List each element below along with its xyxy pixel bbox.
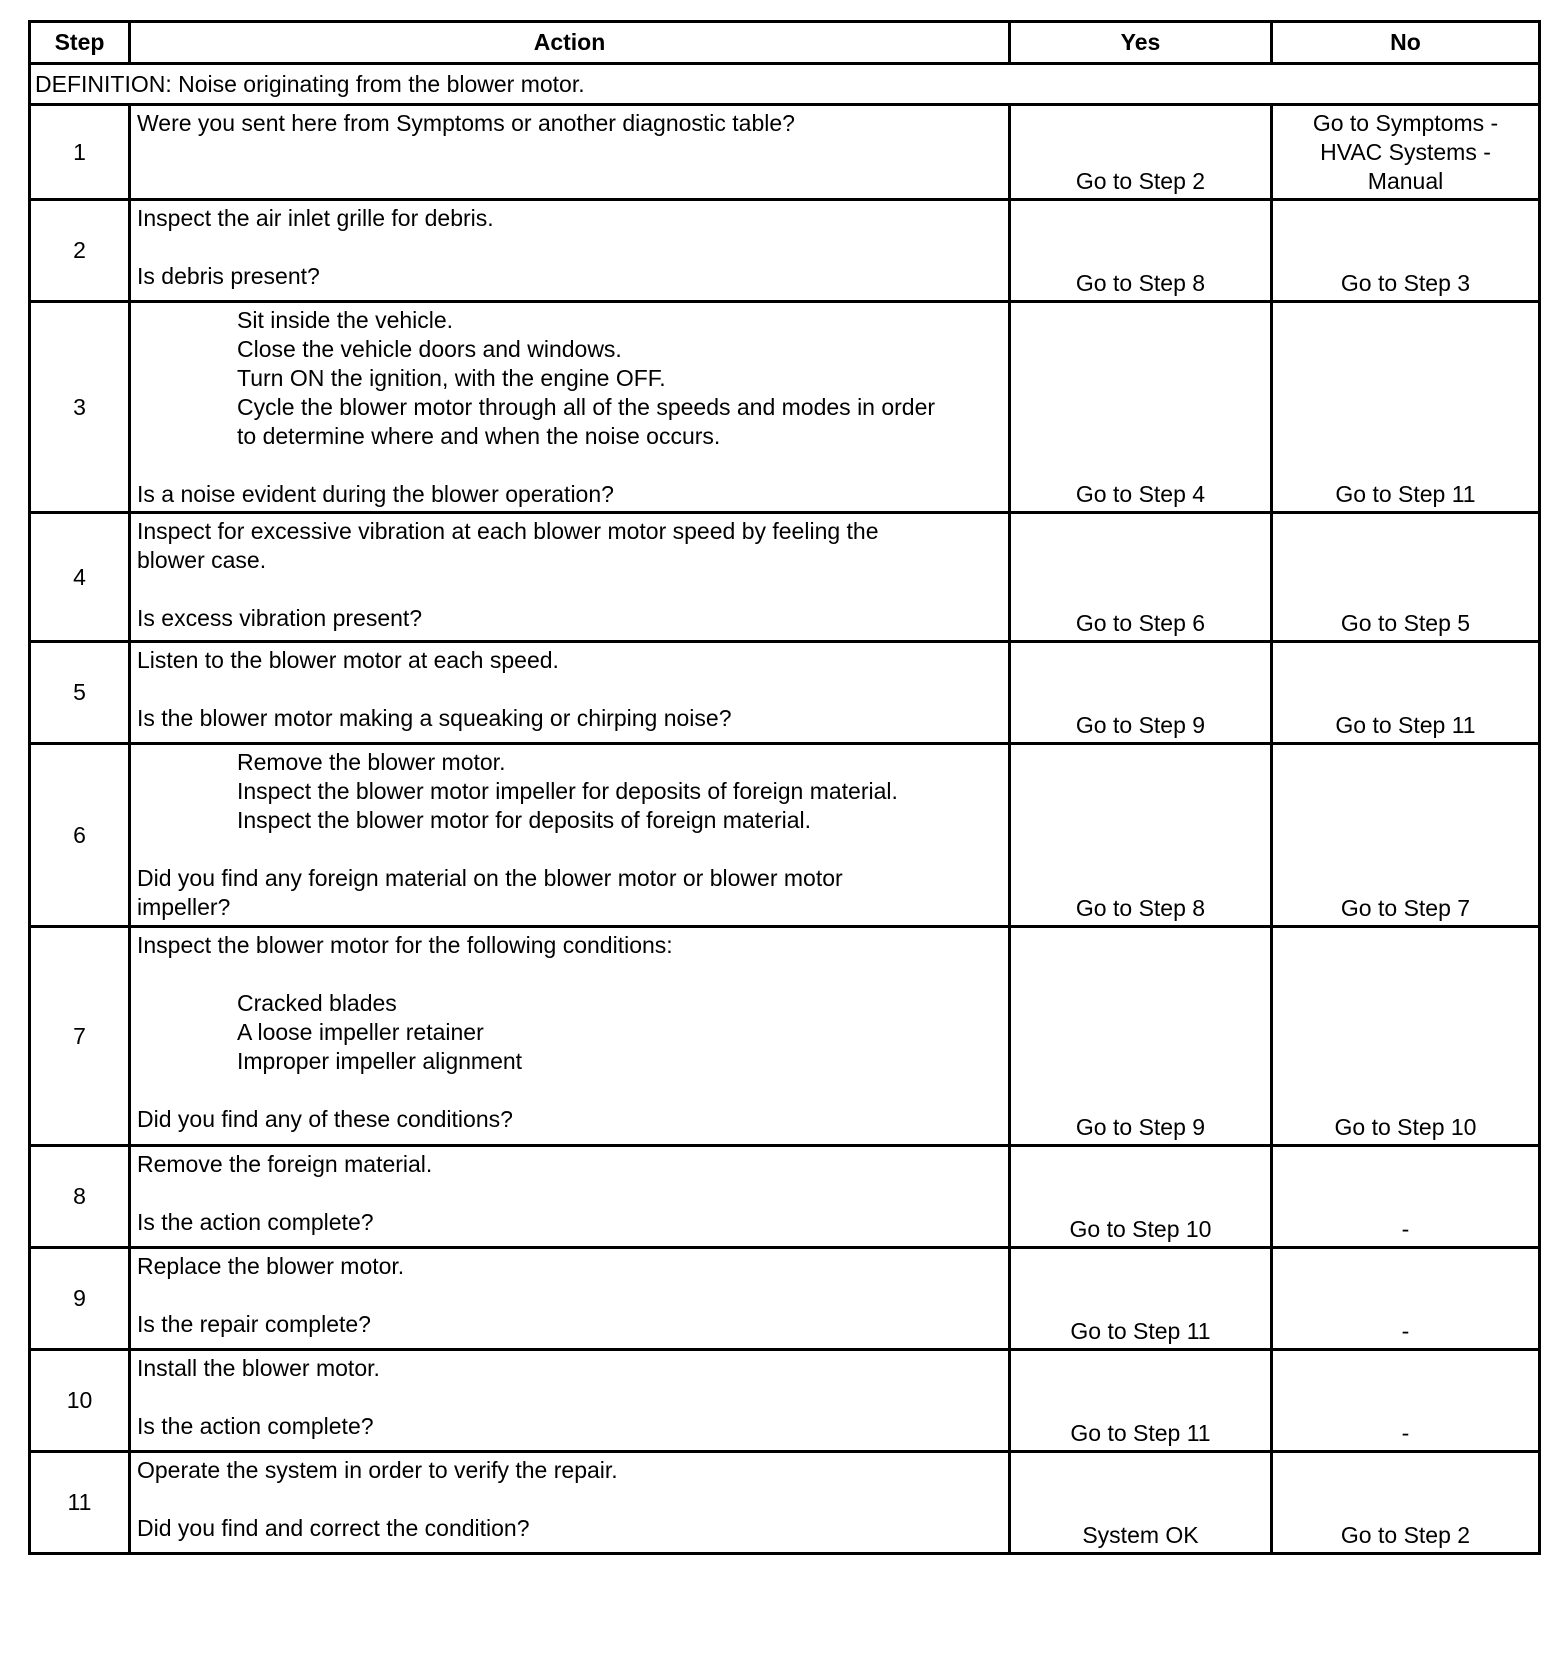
step-number: 8 — [30, 1146, 130, 1248]
step-number: 3 — [30, 302, 130, 513]
step-number: 7 — [30, 927, 130, 1146]
no-line: Manual — [1367, 168, 1444, 194]
yes-cell: Go to Step 11 — [1010, 1248, 1272, 1350]
action-indented-line: Cracked blades — [237, 990, 397, 1016]
yes-cell: Go to Step 11 — [1010, 1350, 1272, 1452]
action-indented-line: A loose impeller retainer — [237, 1019, 484, 1045]
step-number: 11 — [30, 1452, 130, 1554]
action-question: Is the repair complete? — [137, 1311, 371, 1337]
no-cell — [1272, 105, 1540, 200]
action-line: Replace the blower motor. — [137, 1253, 405, 1279]
action-cell — [130, 1146, 1010, 1248]
action-indented-line: Improper impeller alignment — [237, 1048, 523, 1074]
definition-row — [30, 64, 1540, 105]
yes-cell: Go to Step 6 — [1010, 513, 1272, 642]
action-cell — [130, 105, 1010, 200]
step-number: 9 — [30, 1248, 130, 1350]
action-indented-line: Inspect the blower motor for deposits of foreign material. — [237, 807, 812, 833]
table-row — [30, 1248, 1540, 1350]
table-row — [30, 1452, 1540, 1554]
no-line: Go to Symptoms - — [1312, 110, 1499, 136]
no-cell: Go to Step 10 — [1272, 927, 1540, 1146]
action-cell — [130, 642, 1010, 744]
no-cell: Go to Step 11 — [1272, 302, 1540, 513]
yes-cell: Go to Step 8 — [1010, 200, 1272, 302]
no-cell: Go to Step 7 — [1272, 744, 1540, 927]
action-cell — [130, 1452, 1010, 1554]
action-question: Is the action complete? — [137, 1413, 374, 1439]
step-number: 10 — [30, 1350, 130, 1452]
action-cell — [130, 927, 1010, 1146]
no-cell: - — [1272, 1248, 1540, 1350]
action-line: Install the blower motor. — [137, 1355, 380, 1381]
action-indented-line: Cycle the blower motor through all of the speeds and modes in order — [237, 394, 936, 420]
step-number: 5 — [30, 642, 130, 744]
action-cell — [130, 302, 1010, 513]
action-indented-line: Inspect the blower motor impeller for deposits of foreign material. — [237, 778, 898, 804]
no-cell: Go to Step 5 — [1272, 513, 1540, 642]
action-question: Did you find any of these conditions? — [137, 1106, 513, 1132]
table-row — [30, 927, 1540, 1146]
action-line: Inspect the blower motor for the following conditions: — [137, 932, 673, 958]
table-row — [30, 105, 1540, 200]
no-cell: - — [1272, 1146, 1540, 1248]
yes-cell: Go to Step 9 — [1010, 642, 1272, 744]
table-row — [30, 1350, 1540, 1452]
action-cell — [130, 200, 1010, 302]
action-question: Did you find and correct the condition? — [137, 1515, 530, 1541]
header-yes: Yes — [1010, 22, 1272, 64]
action-cell — [130, 1248, 1010, 1350]
header-no: No — [1272, 22, 1540, 64]
action-question: Is the action complete? — [137, 1209, 374, 1235]
action-line: blower case. — [137, 547, 267, 573]
action-question: Did you find any foreign material on the blower motor or blower motor — [137, 865, 843, 891]
action-question: Is debris present? — [137, 263, 320, 289]
header-step: Step — [30, 22, 130, 64]
step-number: 4 — [30, 513, 130, 642]
diagnostic-table-page — [28, 20, 1538, 1555]
step-number: 2 — [30, 200, 130, 302]
action-indented-line: Sit inside the vehicle. — [237, 307, 454, 333]
header-action: Action — [130, 22, 1010, 64]
no-cell: Go to Step 3 — [1272, 200, 1540, 302]
action-indented-line: Remove the blower motor. — [237, 749, 506, 775]
header-row — [30, 22, 1540, 64]
action-indented-line: Close the vehicle doors and windows. — [237, 336, 622, 362]
action-question: Is the blower motor making a squeaking or chirping noise? — [137, 705, 732, 731]
yes-cell: Go to Step 10 — [1010, 1146, 1272, 1248]
no-line: HVAC Systems - — [1320, 139, 1491, 165]
no-cell: Go to Step 2 — [1272, 1452, 1540, 1554]
action-line: Remove the foreign material. — [137, 1151, 433, 1177]
table-row — [30, 642, 1540, 744]
action-line: Inspect the air inlet grille for debris. — [137, 205, 494, 231]
action-line: Listen to the blower motor at each speed. — [137, 647, 559, 673]
yes-cell: Go to Step 9 — [1010, 927, 1272, 1146]
table-row — [30, 744, 1540, 927]
action-question: Is a noise evident during the blower operation? — [137, 481, 614, 507]
action-cell — [130, 744, 1010, 927]
action-cell — [130, 513, 1010, 642]
yes-cell: Go to Step 4 — [1010, 302, 1272, 513]
step-number: 1 — [30, 105, 130, 200]
step-number: 6 — [30, 744, 130, 927]
table-row — [30, 302, 1540, 513]
action-indented-line: Turn ON the ignition, with the engine OFF. — [237, 365, 666, 391]
table-row — [30, 200, 1540, 302]
action-line: Inspect for excessive vibration at each blower motor speed by feeling the — [137, 518, 879, 544]
no-cell: - — [1272, 1350, 1540, 1452]
action-line: Operate the system in order to verify the repair. — [137, 1457, 618, 1483]
table-row — [30, 513, 1540, 642]
yes-cell: Go to Step 8 — [1010, 744, 1272, 927]
table-row — [30, 1146, 1540, 1248]
yes-cell: System OK — [1010, 1452, 1272, 1554]
yes-cell: Go to Step 2 — [1010, 105, 1272, 200]
no-cell: Go to Step 11 — [1272, 642, 1540, 744]
action-indented-line: to determine where and when the noise occurs. — [237, 423, 721, 449]
action-line: Were you sent here from Symptoms or another diagnostic table? — [137, 110, 795, 136]
action-cell — [130, 1350, 1010, 1452]
diagnostic-table — [28, 20, 1541, 1555]
definition-text: DEFINITION: Noise originating from the blower motor. — [30, 64, 1540, 105]
action-question: Is excess vibration present? — [137, 605, 423, 631]
action-question: impeller? — [137, 894, 231, 920]
